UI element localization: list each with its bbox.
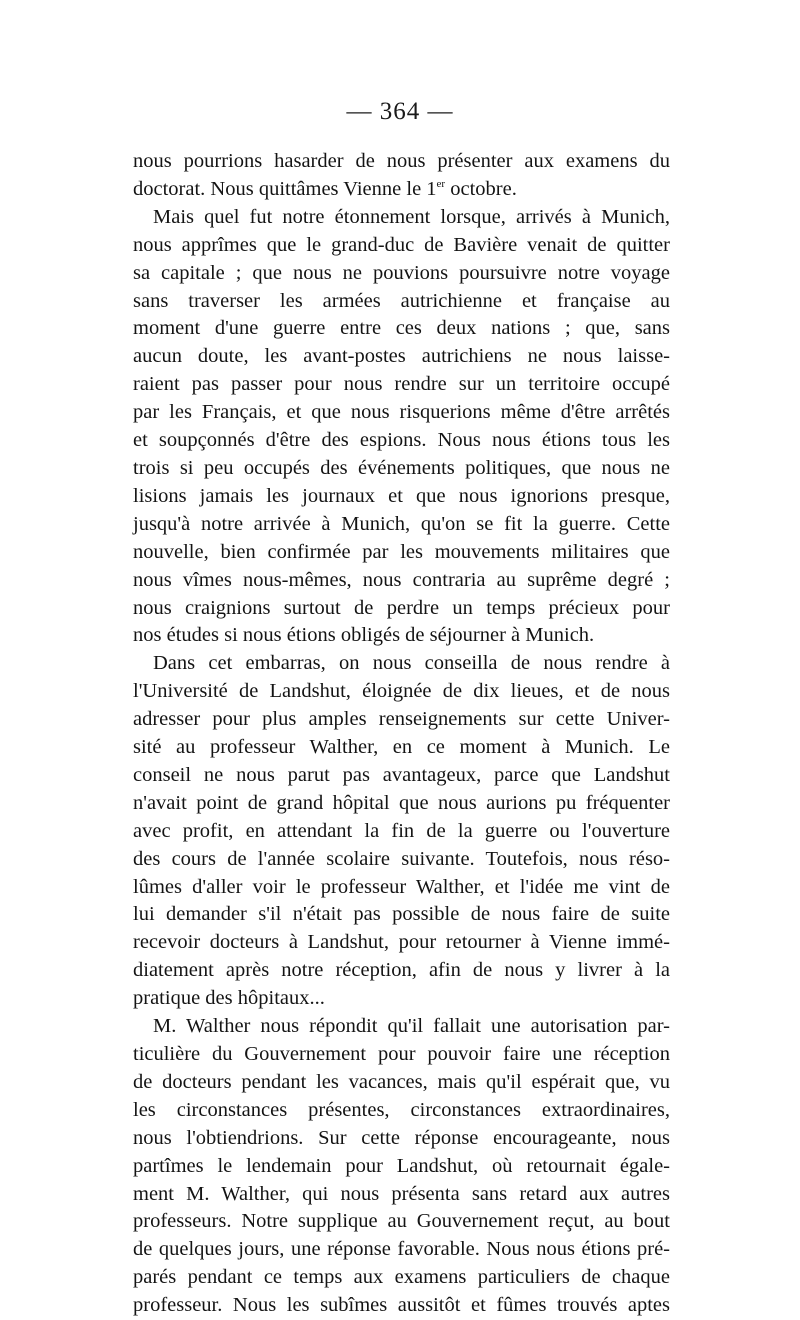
text-line: nos études si nous étions obligés de séjourner à Munich. bbox=[133, 624, 595, 647]
text-line: doctorat. Nous quittâmes Vienne le 1er octobre. bbox=[133, 177, 517, 200]
text-line: les circonstances présentes, circonstances extraordinaires, bbox=[133, 1098, 670, 1121]
text-line: trois si peu occupés des événements politiques, que nous ne bbox=[133, 456, 670, 479]
text-line: jusqu'à notre arrivée à Munich, qu'on se fit la guerre. Cette bbox=[133, 512, 670, 535]
text-line: nouvelle, bien confirmée par les mouvements militaires que bbox=[133, 540, 670, 563]
text-line: nous craignions surtout de perdre un temps précieux pour bbox=[133, 596, 670, 619]
text-line: avec profit, en attendant la fin de la guerre ou l'ouverture bbox=[133, 819, 670, 842]
text-line: l'Université de Landshut, éloignée de dix lieues, et de nous bbox=[133, 680, 670, 703]
text-line: Mais quel fut notre étonnement lorsque, arrivés à Munich, bbox=[153, 205, 670, 228]
text-line: lisions jamais les journaux et que nous ignorions presque, bbox=[133, 484, 670, 507]
text-line: nous vîmes nous-mêmes, nous contraria au suprême degré ; bbox=[133, 568, 670, 591]
text-line: par les Français, et que nous risquerions même d'être arrêtés bbox=[133, 401, 670, 424]
text-line: diatement après notre réception, afin de nous y livrer à la bbox=[133, 959, 670, 982]
text-line: adresser pour plus amples renseignements sur cette Univer- bbox=[133, 708, 670, 731]
ordinal-superscript: er bbox=[436, 178, 446, 191]
text-line: nous l'obtiendrions. Sur cette réponse encourageante, nous bbox=[133, 1126, 670, 1149]
text-line: raient pas passer pour nous rendre sur un territoire occupé bbox=[133, 373, 670, 396]
text-line: lûmes d'aller voir le professeur Walther, et l'idée me vint de bbox=[133, 875, 670, 898]
text-line: pratique des hôpitaux... bbox=[133, 987, 325, 1010]
text-line: et soupçonnés d'être des espions. Nous nous étions tous les bbox=[133, 429, 670, 452]
text-line: professeur. Nous les subîmes aussitôt et fûmes trouvés aptes bbox=[133, 1294, 670, 1317]
text-line: ticulière du Gouvernement pour pouvoir faire une réception bbox=[133, 1043, 670, 1065]
text-line: conseil ne nous parut pas avantageux, parce que Landshut bbox=[133, 763, 670, 786]
text-line: ment M. Walther, qui nous présenta sans retard aux autres bbox=[133, 1182, 670, 1205]
text-line: de docteurs pendant les vacances, mais qu'il espérait que, vu bbox=[133, 1070, 670, 1093]
text-line: nous apprîmes que le grand-duc de Bavière venait de quitter bbox=[133, 233, 670, 256]
text-line: de quelques jours, une réponse favorable. Nous nous étions pré- bbox=[133, 1238, 670, 1261]
text-line: des cours de l'année scolaire suivante. Toutefois, nous réso- bbox=[133, 847, 670, 870]
text-line: nous pourrions hasarder de nous présenter aux examens du bbox=[133, 150, 670, 172]
text-line: n'avait point de grand hôpital que nous aurions pu fréquenter bbox=[133, 791, 670, 814]
text-line: Dans cet embarras, on nous conseilla de nous rendre à bbox=[153, 652, 670, 675]
text-line: sa capitale ; que nous ne pouvions poursuivre notre voyage bbox=[133, 261, 670, 284]
text-line: moment d'une guerre entre ces deux nations ; que, sans bbox=[133, 317, 670, 340]
text-line: partîmes le lendemain pour Landshut, où retournait égale- bbox=[133, 1154, 670, 1177]
body-text bbox=[133, 148, 670, 1320]
text-line: aucun doute, les avant-postes autrichiens ne nous laisse- bbox=[133, 345, 670, 368]
text-line: recevoir docteurs à Landshut, pour retourner à Vienne immé- bbox=[133, 931, 670, 954]
text-line: professeurs. Notre supplique au Gouvernement reçut, au bout bbox=[133, 1210, 670, 1233]
text-line: sité au professeur Walther, en ce moment à Munich. Le bbox=[133, 736, 670, 759]
text-line: sans traverser les armées autrichienne et française au bbox=[133, 289, 670, 312]
text-line: parés pendant ce temps aux examens particuliers de chaque bbox=[133, 1266, 670, 1289]
text-line: M. Walther nous répondit qu'il fallait une autorisation par- bbox=[153, 1015, 670, 1038]
text-line: lui demander s'il n'était pas possible de nous faire de suite bbox=[133, 903, 670, 926]
page-number: — 364 — bbox=[346, 98, 454, 125]
